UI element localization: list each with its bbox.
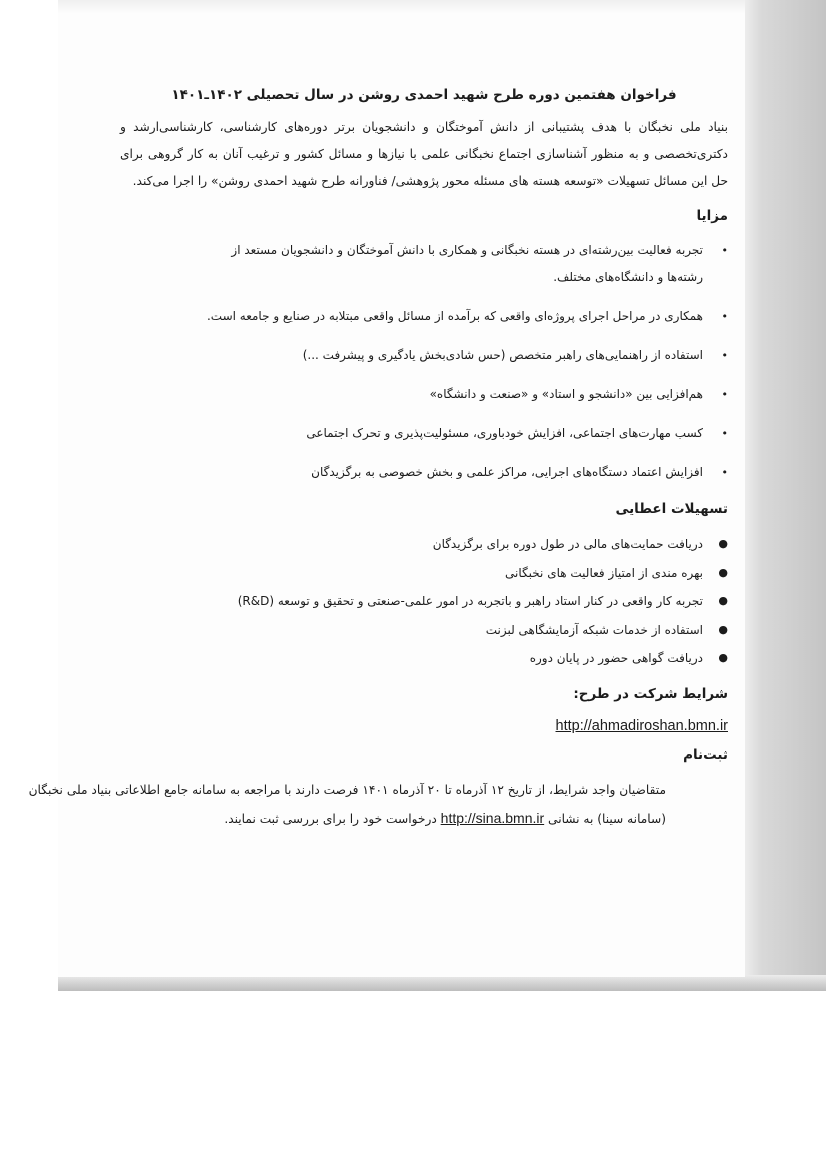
benefit-item: • هم‌افزایی بین «دانشجو و استاد» و «صنعت و دانشگاه»	[198, 381, 728, 408]
scan-shadow-right	[745, 0, 826, 990]
bullet-icon: ●	[718, 651, 728, 664]
benefit-item: • استفاده از راهنمایی‌های راهبر متخصص (حس شادی‌بخش یادگیری و پیشرفت ...)	[198, 342, 728, 369]
intro-paragraph: بنیاد ملی نخبگان با هدف پشتیبانی از دانش آموختگان و دانشجویان برتر دوره‌های کارشناسی، کارشناسی‌ارشد و دکتری‌تخصصی و به منظور آشناسازی اجتماع نخبگانی علمی با نیازها و مسائل کشور و ترغیب آنان به کار گروهی برای حل این مسائل تسهیلات «توسعه هسته های مسئله محور پژوهشی/ فناورانه طرح شهید احمدی روشن» را اجرا می‌کند.	[120, 120, 728, 188]
bullet-icon: ●	[718, 565, 728, 579]
bullet-icon: ●	[718, 537, 728, 550]
bullet-icon: •	[721, 244, 728, 257]
facility-item: ● بهره مندی از امتیاز فعالیت های نخبگانی	[120, 559, 728, 588]
benefit-item: • کسب مهارت‌های اجتماعی، افزایش خودباوری، مسئولیت‌پذیری و تحرک اجتماعی	[198, 420, 728, 447]
facilities-list	[120, 530, 728, 673]
bullet-icon: ●	[718, 594, 728, 607]
facility-item: ● دریافت گواهی حضور در پایان دوره	[120, 644, 728, 673]
facility-item: ● دریافت حمایت‌های مالی در طول دوره برای برگزیدگان	[120, 530, 728, 559]
ahmadiroshan-link[interactable]: http://ahmadiroshan.bmn.ir	[555, 717, 728, 734]
bullet-icon: •	[721, 310, 728, 323]
facilities-heading: تسهیلات اعطایی	[615, 501, 728, 517]
scan-shadow-bottom	[58, 975, 826, 991]
bullet-icon: •	[721, 388, 728, 401]
bullet-icon: ●	[718, 622, 728, 636]
benefit-item: • تجربه فعالیت بین‌رشته‌ای در هسته نخبگانی و همکاری با دانش آموختگان و دانشجویان مستعد از رشته‌ها و دانشگاه‌های مختلف.	[198, 237, 728, 291]
bullet-icon: •	[721, 349, 728, 362]
document-page	[28, 0, 745, 977]
benefit-item: • همکاری در مراحل اجرای پروژه‌ای واقعی که برآمده از مسائل واقعی مبتلابه در صنایع و جامعه است.	[198, 303, 728, 330]
facility-item: ● تجربه کار واقعی در کنار استاد راهبر و باتجربه در امور علمی-صنعتی و تحقیق و توسعه (R&D)	[120, 587, 728, 616]
document-title: فراخوان هفتمین دوره طرح شهید احمدی روشن در سال تحصیلی ۱۴۰۲ـ۱۴۰۱	[171, 87, 677, 103]
scan-top-edge	[58, 0, 745, 14]
registration-heading: ثبت‌نام	[683, 746, 728, 763]
benefits-heading: مزایا	[696, 208, 728, 224]
bullet-icon: •	[721, 427, 728, 440]
benefits-list	[120, 237, 728, 486]
bullet-icon: •	[721, 466, 728, 479]
facility-item: ● استفاده از خدمات شبکه آزمایشگاهی لبزنت	[120, 616, 728, 645]
conditions-heading: شرایط شرکت در طرح:	[573, 685, 728, 702]
conditions-url-line	[120, 715, 728, 734]
registration-paragraph: متقاضیان واجد شرایط، از تاریخ ۱۲ آذرماه تا ۲۰ آذرماه ۱۴۰۱ فرصت دارند با مراجعه به سامانه جامع اطلاعاتی بنیاد ملی نخبگان (سامانه سینا) به نشانی http://sina.bmn.ir درخواست خود را برای بررسی ثبت نمایند.	[28, 782, 666, 826]
sina-link[interactable]: http://sina.bmn.ir	[440, 809, 545, 826]
benefit-item: • افزایش اعتماد دستگاه‌های اجرایی، مراکز علمی و بخش خصوصی به برگزیدگان	[198, 459, 728, 486]
document-content	[28, 84, 728, 833]
